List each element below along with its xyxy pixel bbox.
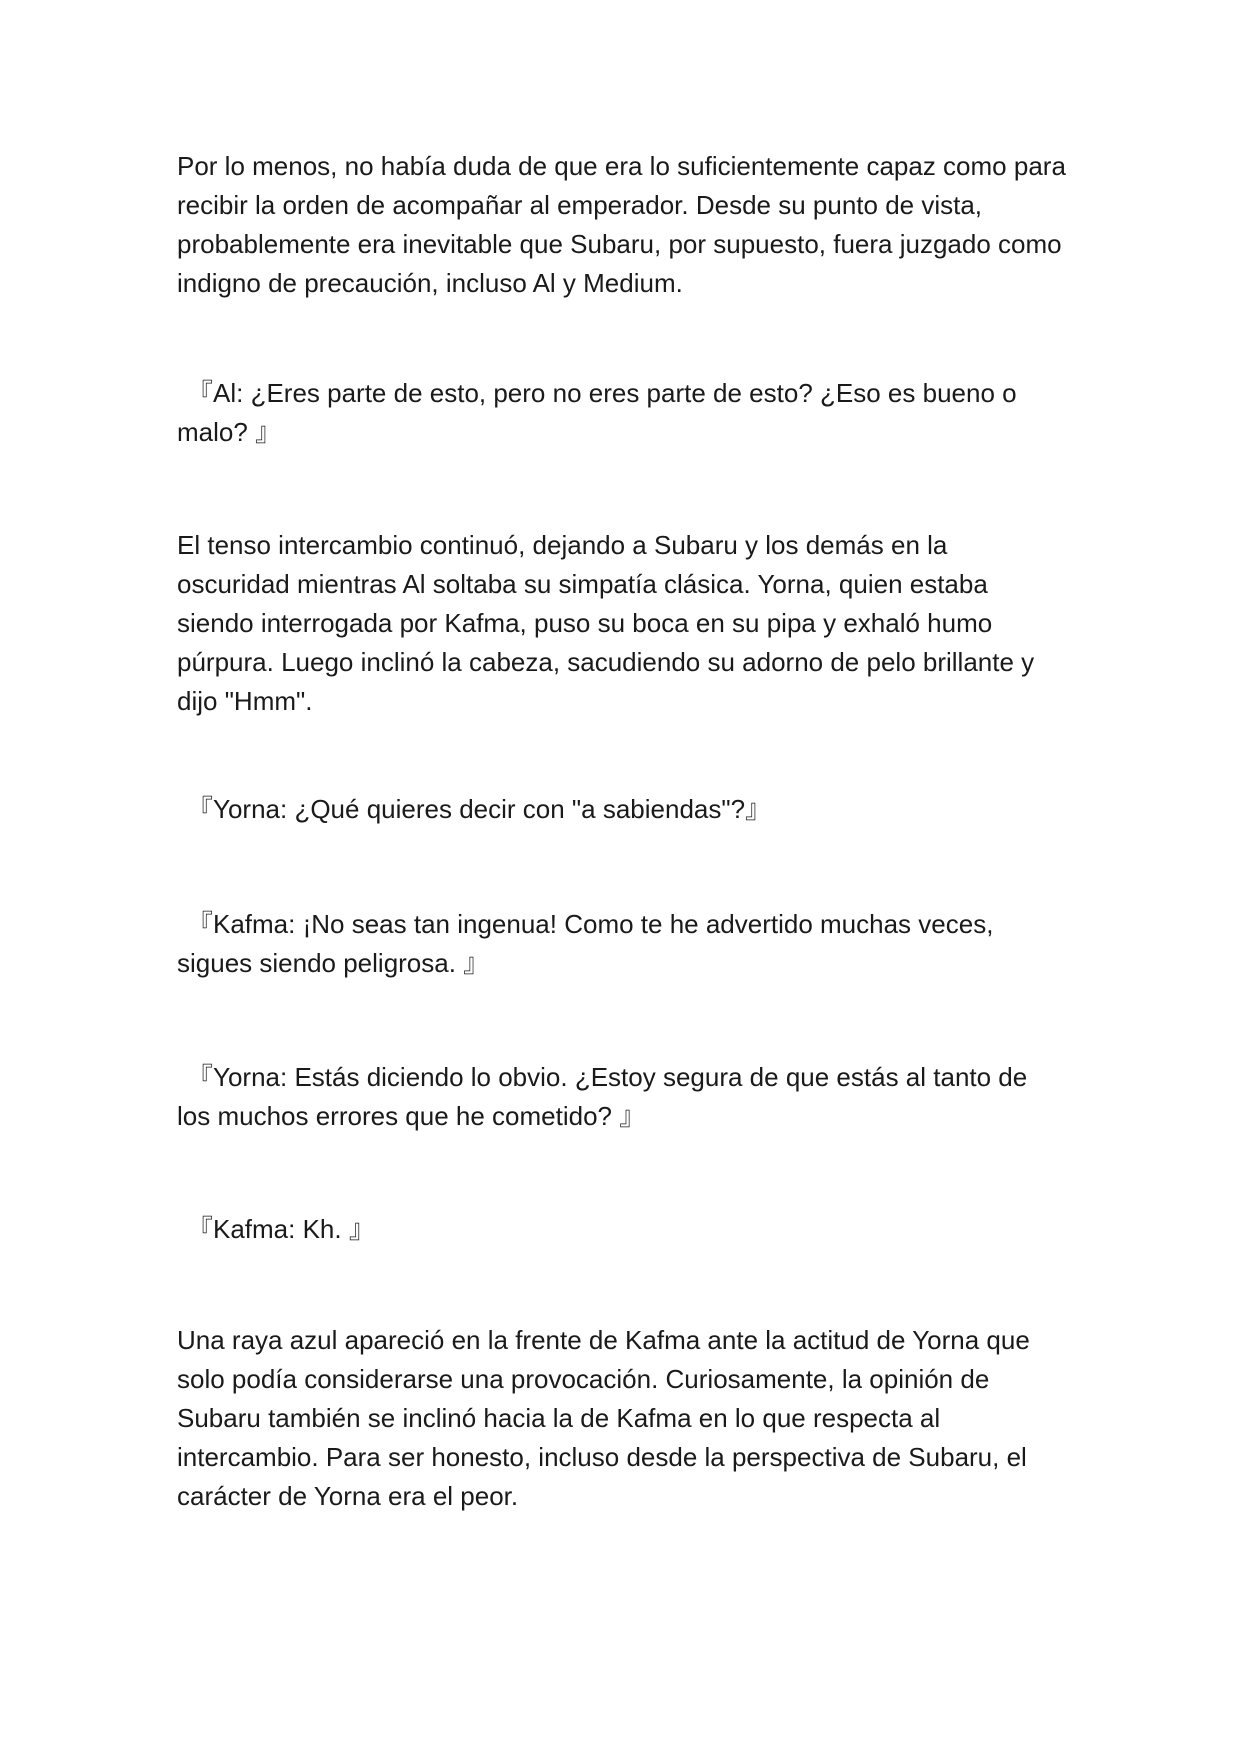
- dialogue-line-yorna: 『Yorna: Estás diciendo lo obvio. ¿Estoy segura de que estás al tanto de los muchos errores que he cometido? 』: [177, 1062, 1028, 1131]
- narration-paragraph: Por lo menos, no había duda de que era lo suficientemente capaz como para recibir la orden de acompañar al emperador. Desde su punto de vista, probablemente era inevitable que Subaru, por supuesto, fuera juzgado como indigno de precaución, incluso Al y Medium.: [177, 151, 1066, 298]
- dialogue-line-al: 『Al: ¿Eres parte de esto, pero no eres parte de esto? ¿Eso es bueno o malo? 』: [177, 378, 1017, 447]
- dialogue-line-kafma: 『Kafma: ¡No seas tan ingenua! Como te he advertido muchas veces, sigues siendo peligrosa. 』: [177, 909, 994, 978]
- dialogue-line-kafma: 『Kafma: Kh. 』: [187, 1214, 375, 1244]
- narration-paragraph: El tenso intercambio continuó, dejando a Subaru y los demás en la oscuridad mientras Al soltaba su simpatía clásica. Yorna, quien estaba siendo interrogada por Kafma, puso su boca en su pipa y exhaló humo púrpura. Luego inclinó la cabeza, sacudiendo su adorno de pelo brillante y dijo "Hmm".: [177, 530, 1035, 716]
- narration-paragraph: Una raya azul apareció en la frente de Kafma ante la actitud de Yorna que solo podía considerarse una provocación. Curiosamente, la opinión de Subaru también se inclinó hacia la de Kafma en lo que respecta al intercambio. Para ser honesto, incluso desde la perspectiva de Subaru, el carácter de Yorna era el peor.: [177, 1325, 1030, 1511]
- dialogue-line-yorna: 『Yorna: ¿Qué quieres decir con "a sabiendas"?』: [187, 794, 772, 824]
